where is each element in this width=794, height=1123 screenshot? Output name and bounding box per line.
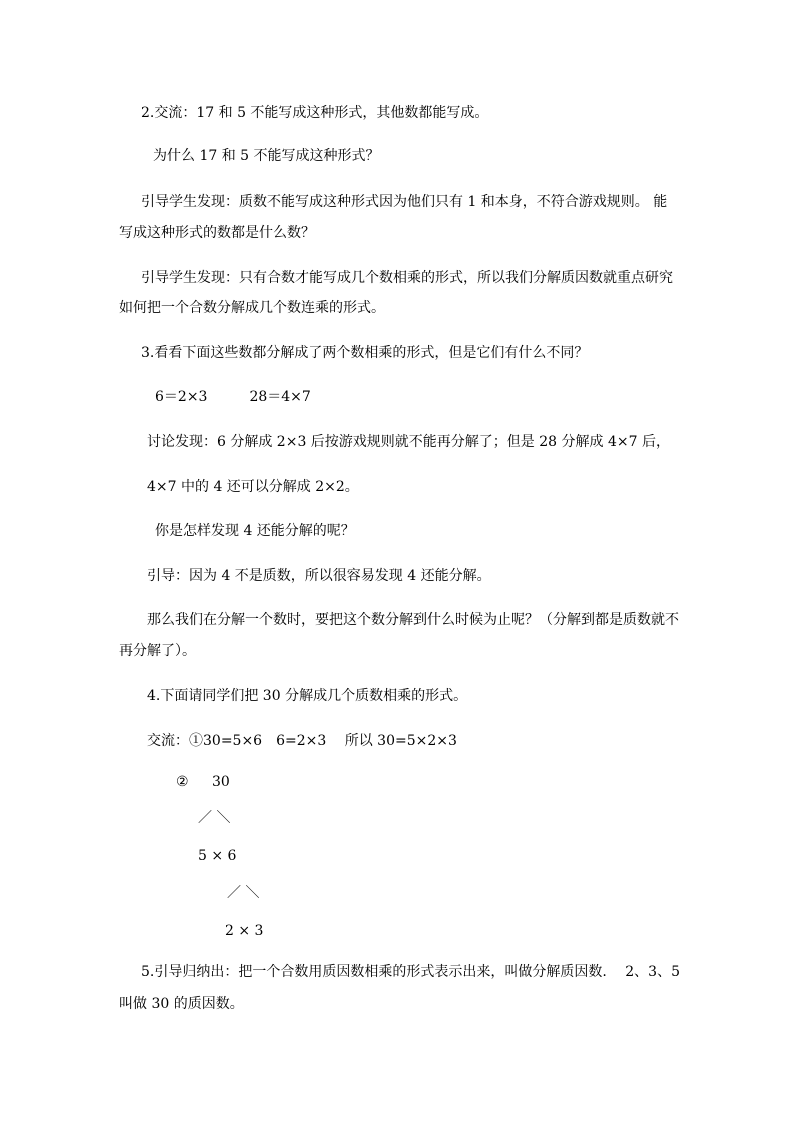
- guide-text-1b: 写成这种形式的数都是什么数？: [119, 225, 315, 241]
- question-when-stop-a: 那么我们在分解一个数时，要把这个数分解到什么时候为止呢？（分解到都是质数就不: [147, 612, 679, 628]
- question-when-stop-b: 再分解了）。: [119, 643, 196, 659]
- factor-examples: 6＝2×3 28＝4×7: [155, 389, 311, 405]
- item-5-summary-a: 5.引导归纳出：把一个合数用质因数相乘的形式表示出来，叫做分解质因数. 2、3、5: [141, 964, 680, 980]
- guide-text-2a: 引导学生发现：只有合数才能写成几个数相乘的形式，所以我们分解质因数就重点研究: [141, 270, 673, 286]
- tree-root-30: 30: [212, 774, 230, 790]
- item-2-exchange: 2.交流：17 和 5 不能写成这种形式，其他数都能写成。: [141, 105, 489, 121]
- method-2-marker: ②: [176, 774, 189, 790]
- discussion-text-b: 4×7 中的 4 还可以分解成 2×2。: [147, 479, 359, 495]
- guide-text-3: 引导：因为 4 不是质数，所以很容易发现 4 还能分解。: [147, 568, 491, 584]
- tree-level-2: 2 × 3: [225, 923, 264, 939]
- tree-branch-2: ／ ＼: [227, 885, 260, 901]
- discussion-text-a: 讨论发现：6 分解成 2×3 后按游戏规则就不能再分解了；但是 28 分解成 4×7 后，: [147, 434, 670, 450]
- tree-branch-1: ／ ＼: [198, 810, 231, 826]
- question-why-17-5: 为什么 17 和 5 不能写成这种形式？: [153, 148, 380, 164]
- item-3-question: 3.看看下面这些数都分解成了两个数相乘的形式，但是它们有什么不同？: [141, 345, 589, 361]
- item-5-summary-b: 叫做 30 的质因数。: [119, 996, 244, 1012]
- exchange-method-1: 交流：①30=5×6 6=2×3 所以 30=5×2×3: [147, 733, 457, 749]
- item-4-task: 4.下面请同学们把 30 分解成几个质数相乘的形式。: [147, 688, 468, 704]
- guide-text-1a: 引导学生发现：质数不能写成这种形式因为他们只有 1 和本身，不符合游戏规则。 能: [141, 194, 668, 210]
- guide-text-2b: 如何把一个合数分解成几个数连乘的形式。: [119, 300, 385, 316]
- question-how-found: 你是怎样发现 4 还能分解的呢？: [155, 523, 355, 539]
- tree-level-1: 5 × 6: [198, 848, 237, 864]
